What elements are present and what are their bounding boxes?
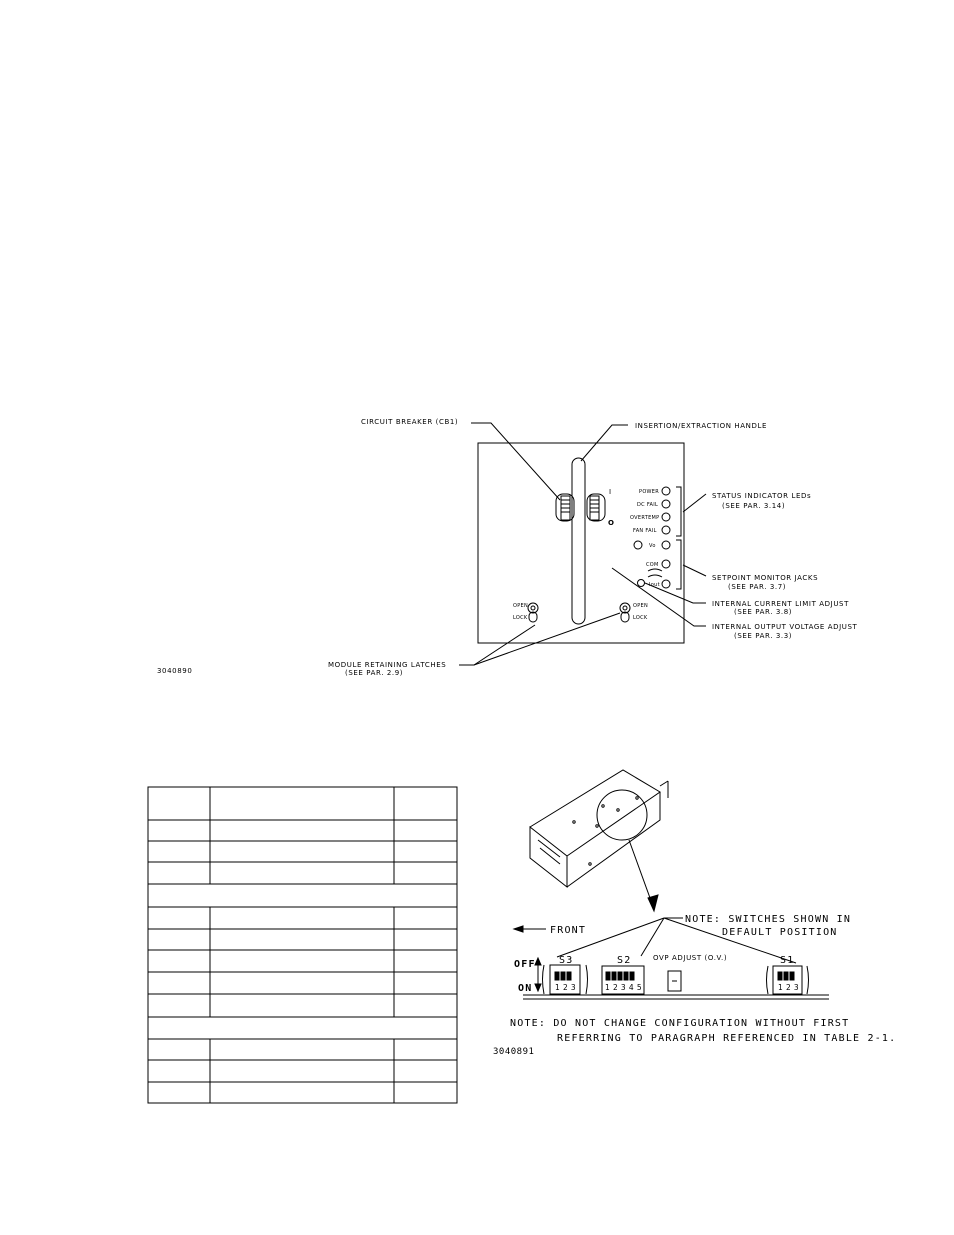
setpoint-jacks-bracket <box>676 540 681 589</box>
led-fan-fail <box>662 526 670 534</box>
note-config-line2: REFERRING TO PARAGRAPH REFERENCED IN TABLE 2-1. <box>557 1033 897 1044</box>
label-handle: INSERTION/EXTRACTION HANDLE <box>635 422 767 430</box>
leader-setpoint-jacks <box>683 565 706 576</box>
leader-latches-right <box>474 613 620 665</box>
ovp-adjust-label: OVP ADJUST (O.V.) <box>653 954 728 962</box>
ovp-adjust-pot <box>668 971 681 991</box>
latch-left-lock: LOCK <box>513 615 528 621</box>
note-switches-line2: DEFAULT POSITION <box>722 927 838 938</box>
label-voltage-adjust-ref: (SEE PAR. 3.3) <box>734 632 793 640</box>
current-limit-adjust <box>638 580 645 587</box>
status-leds-bracket <box>676 487 681 536</box>
led-dc-fail <box>662 500 670 508</box>
led-overtemp-label: OVERTEMP <box>630 515 660 521</box>
circuit-breaker <box>556 494 605 521</box>
module-front-details <box>538 840 560 864</box>
status-leds <box>662 487 670 534</box>
leader-circuit-breaker <box>471 423 560 500</box>
config-table <box>148 787 457 1103</box>
led-fan-fail-label: FAN FAIL <box>633 528 657 534</box>
s3-label: S3 <box>559 955 574 966</box>
label-setpoint-jacks-ref: (SEE PAR. 3.7) <box>728 583 787 591</box>
leader-voltage-adjust <box>612 568 706 626</box>
label-setpoint-jacks: SETPOINT MONITOR JACKS <box>712 574 819 582</box>
front-panel-figure <box>459 423 706 665</box>
s1-numbers: 1 2 3 <box>778 983 800 992</box>
label-voltage-adjust: INTERNAL OUTPUT VOLTAGE ADJUST <box>712 623 858 631</box>
jack-iout-label: Iout <box>649 582 660 588</box>
zoom-arrow-head <box>648 895 658 911</box>
on-label: ON <box>518 983 533 994</box>
label-circuit-breaker: CIRCUIT BREAKER (CB1) <box>361 418 459 426</box>
jack-com-label: COM <box>646 562 659 568</box>
jack-vo-label: Vo <box>649 543 656 549</box>
note-config-line1: NOTE: DO NOT CHANGE CONFIGURATION WITHOUT FIRST <box>510 1018 850 1029</box>
figure2-number: 3040891 <box>493 1047 535 1057</box>
led-dc-fail-label: DC FAIL <box>637 502 659 508</box>
latch-left <box>528 603 538 622</box>
s2-numbers: 1 2 3 4 5 <box>605 983 642 992</box>
s3-numbers: 1 2 3 <box>555 983 577 992</box>
label-status-leds-ref: (SEE PAR. 3.14) <box>722 502 786 510</box>
module-front-face <box>530 827 567 887</box>
latch-right-lock: LOCK <box>633 615 648 621</box>
insertion-extraction-handle <box>572 458 585 624</box>
leader-status-leds <box>683 494 706 512</box>
s1-label: S1 <box>780 955 795 966</box>
breaker-on-mark: I <box>609 488 612 496</box>
latch-right-open: OPEN <box>633 603 649 609</box>
led-power-label: POWER <box>639 489 660 495</box>
breaker-off-mark: O <box>608 519 615 527</box>
front-arrow-head <box>514 926 523 932</box>
label-latches-ref: (SEE PAR. 2.9) <box>345 669 404 677</box>
led-power <box>662 487 670 495</box>
front-label: FRONT <box>550 925 587 936</box>
note-switches-line1: NOTE: SWITCHES SHOWN IN <box>685 914 852 925</box>
label-current-limit: INTERNAL CURRENT LIMIT ADJUST <box>712 600 849 608</box>
off-label: OFF <box>514 959 536 970</box>
s2-label: S2 <box>617 955 632 966</box>
switch-zoom-circle <box>597 790 647 840</box>
latch-right <box>620 603 630 622</box>
label-latches: MODULE RETAINING LATCHES <box>328 661 447 669</box>
figure1-number: 3040890 <box>157 667 193 675</box>
leader-latches <box>459 625 535 665</box>
led-overtemp <box>662 513 670 521</box>
latch-left-open: OPEN <box>513 603 529 609</box>
label-current-limit-ref: (SEE PAR. 3.8) <box>734 608 793 616</box>
label-status-leds: STATUS INDICATOR LEDs <box>712 492 812 500</box>
